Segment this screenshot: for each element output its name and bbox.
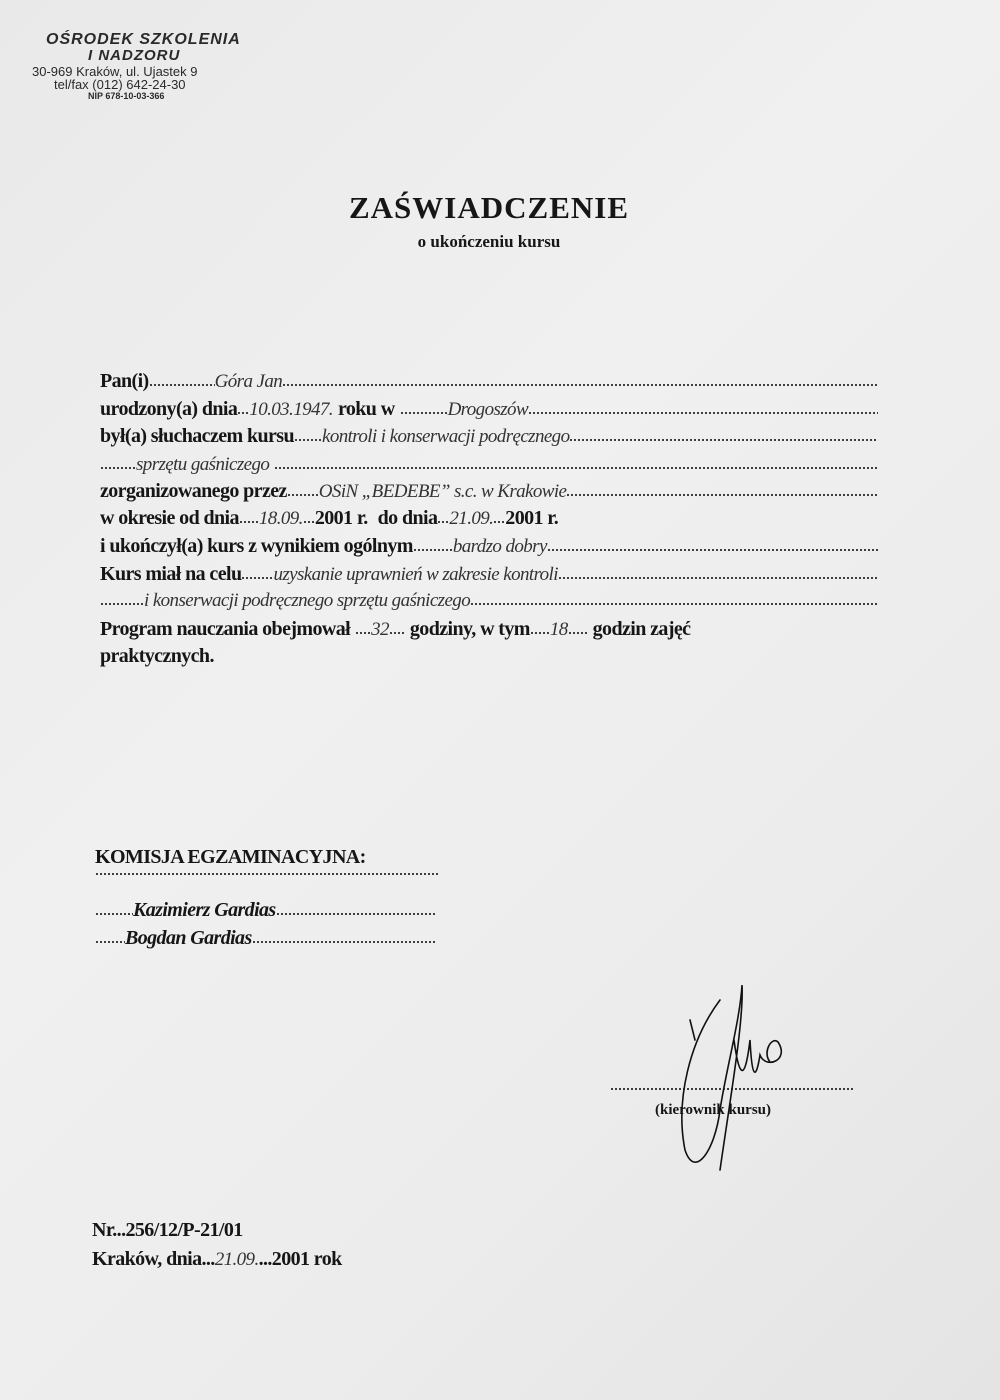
signature-caption: (kierownik kursu) [655, 1102, 772, 1118]
issue-place-date: Kraków, dnia... 21.09. ...2001 rok [92, 1248, 342, 1270]
document-title: ZAŚWIADCZENIE [348, 190, 629, 225]
commission-member: Kazimierz Gardias [95, 899, 435, 923]
certificate-number: Nr... 256/12/P-21/01 [92, 1219, 243, 1241]
institution-stamp: OŚRODEK SZKOLENIA I NADZORU 30-969 Kraków, ul. Ujastek 9 tel/fax (012) 642-24-30 NIP 678-10-03-366 [32, 31, 241, 101]
handwritten-signature [660, 980, 820, 1180]
field-goal: Kurs miał na celu uzyskanie uprawnień w zakresie kontroli [100, 563, 878, 587]
field-result: i ukończył(a) kurs z wynikiem ogólnym bardzo dobry [100, 535, 878, 559]
commission-heading: KOMISJA EGZAMINACYJNA: [95, 846, 366, 868]
field-organizer: zorganizowanego przez OSiN „BEDEBE” s.c. w Krakowie [100, 480, 878, 504]
commission-member: Bogdan Gardias [95, 927, 435, 951]
field-course: był(a) słuchaczem kursu kontroli i konserwacji podręcznego [100, 425, 878, 449]
field-name: Pan(i) Góra Jan [100, 370, 878, 394]
field-program: Program nauczania obejmował 32 godziny, w tym 18 godzin zajęć [100, 618, 691, 640]
document-subtitle: o ukończeniu kursu [417, 232, 561, 251]
field-birth: urodzony(a) dnia 10.03.1947. roku w Drogoszów [100, 398, 878, 422]
field-program-cont: praktycznych. [100, 645, 214, 667]
field-course-cont: sprzętu gaśniczego [100, 453, 878, 477]
field-goal-cont: i konserwacji podręcznego sprzętu gaśniczego [100, 590, 878, 614]
commission-blank-line [95, 872, 438, 896]
field-period: w okresie od dnia 18.09. 2001 r. do dnia 21.09. 2001 r. [100, 507, 559, 529]
name-value: Góra Jan [214, 371, 283, 392]
